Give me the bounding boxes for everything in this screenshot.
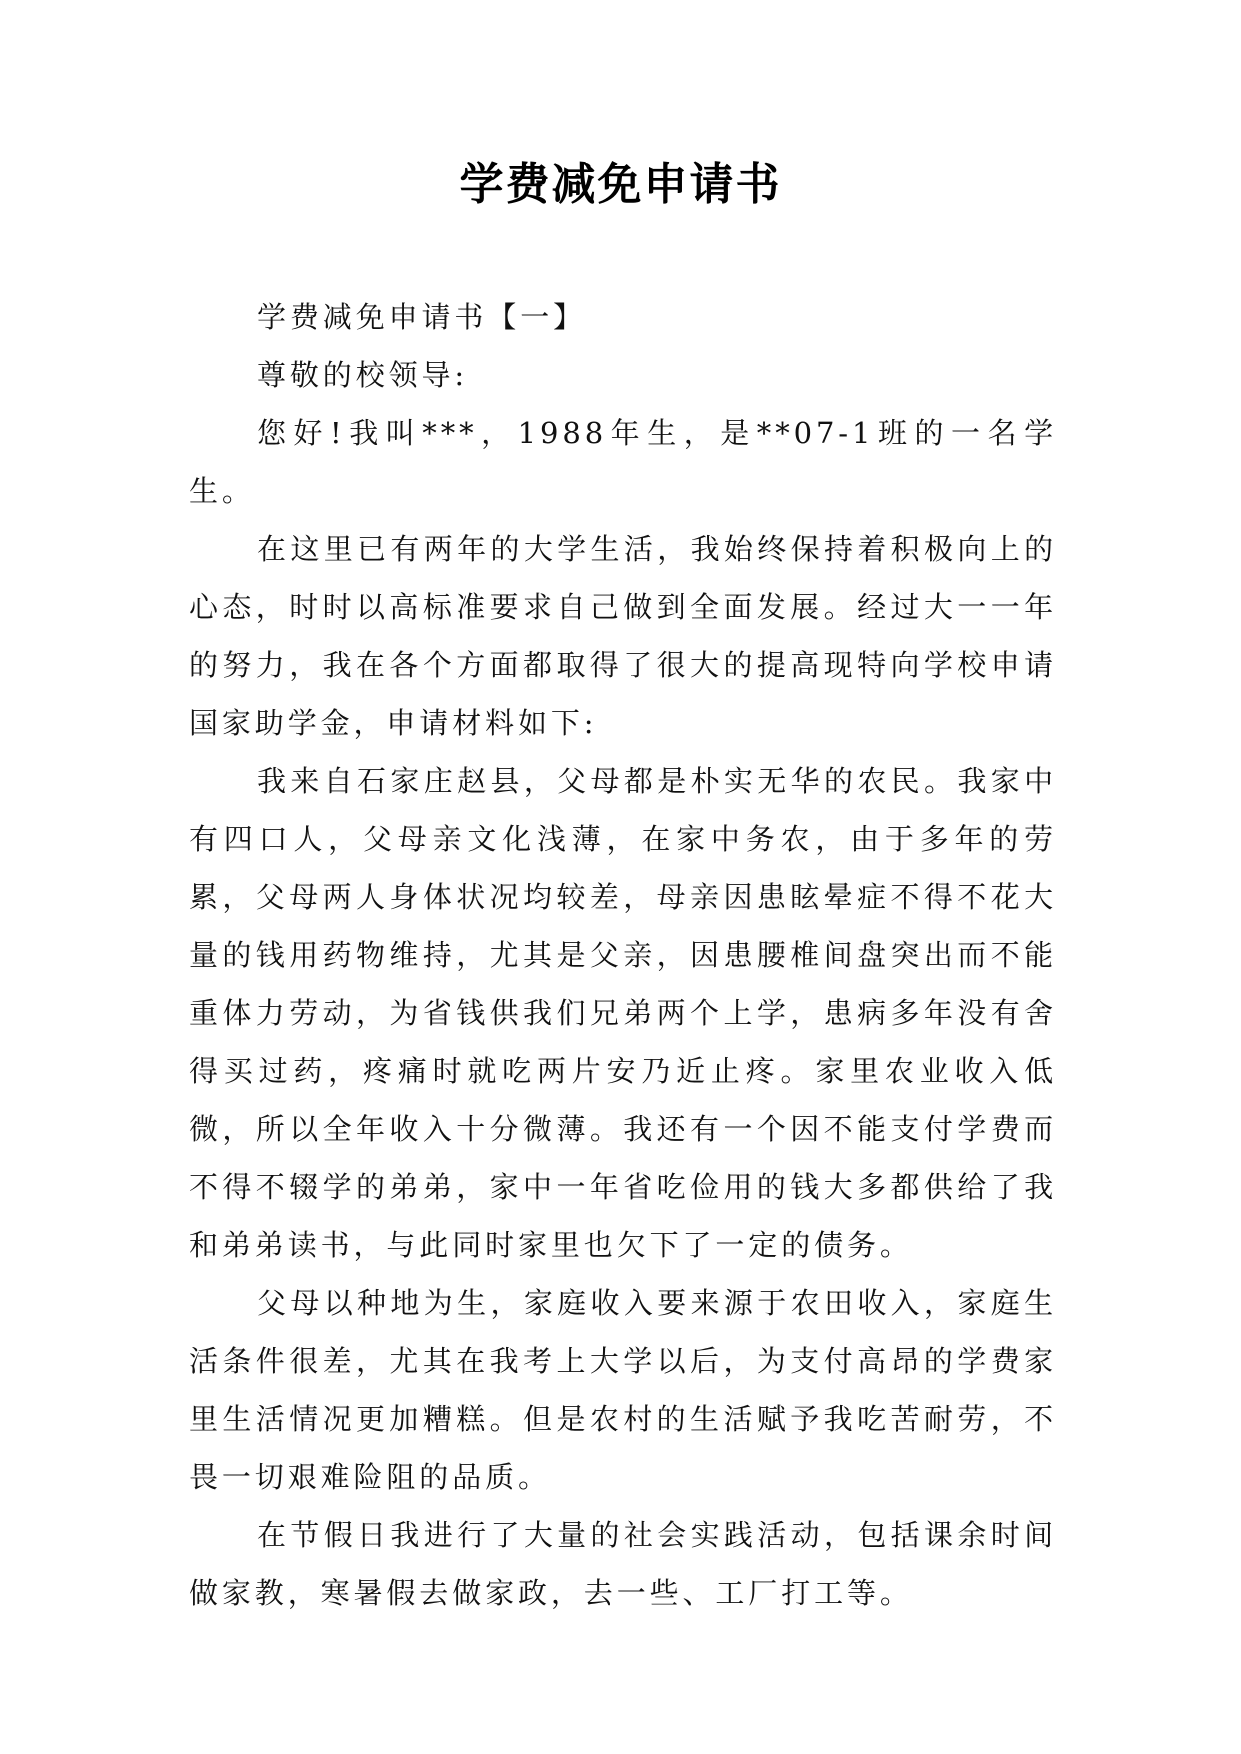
- document-body: [189, 288, 1057, 1622]
- body-paragraph: 在节假日我进行了大量的社会实践活动，包括课余时间做家教，寒暑假去做家政，去一些、工厂打工等。: [189, 1518, 1057, 1610]
- greeting-paragraph: 您好!我叫***，1988年生，是**07-1班的一名学生。: [189, 416, 1057, 508]
- section-heading: 学费减免申请书【一】: [257, 300, 587, 334]
- document-title: 学费减免申请书: [459, 159, 782, 210]
- body-paragraph: 我来自石家庄赵县，父母都是朴实无华的农民。我家中有四口人，父母亲文化浅薄，在家中务农，由于多年的劳累，父母两人身体状况均较差，母亲因患眩晕症不得不花大量的钱用药物维持，尤其是父亲，因患腰椎间盘突出而不能重体力劳动，为省钱供我们兄弟两个上学，患病多年没有舍得买过药，疼痛时就吃两片安乃近止疼。家里农业收入低微，所以全年收入十分微薄。我还有一个因不能支付学费而不得不辍学的弟弟，家中一年省吃俭用的钱大多都供给了我和弟弟读书，与此同时家里也欠下了一定的债务。: [189, 764, 1057, 1262]
- salutation: 尊敬的校领导:: [257, 358, 469, 392]
- body-paragraph: 父母以种地为生，家庭收入要来源于农田收入，家庭生活条件很差，尤其在我考上大学以后，为支付高昂的学费家里生活情况更加糟糕。但是农村的生活赋予我吃苦耐劳，不畏一切艰难险阻的品质。: [189, 1286, 1057, 1494]
- body-paragraph: 在这里已有两年的大学生活，我始终保持着积极向上的心态，时时以高标准要求自己做到全面发展。经过大一一年的努力，我在各个方面都取得了很大的提高现特向学校申请国家助学金，申请材料如下:: [189, 532, 1057, 740]
